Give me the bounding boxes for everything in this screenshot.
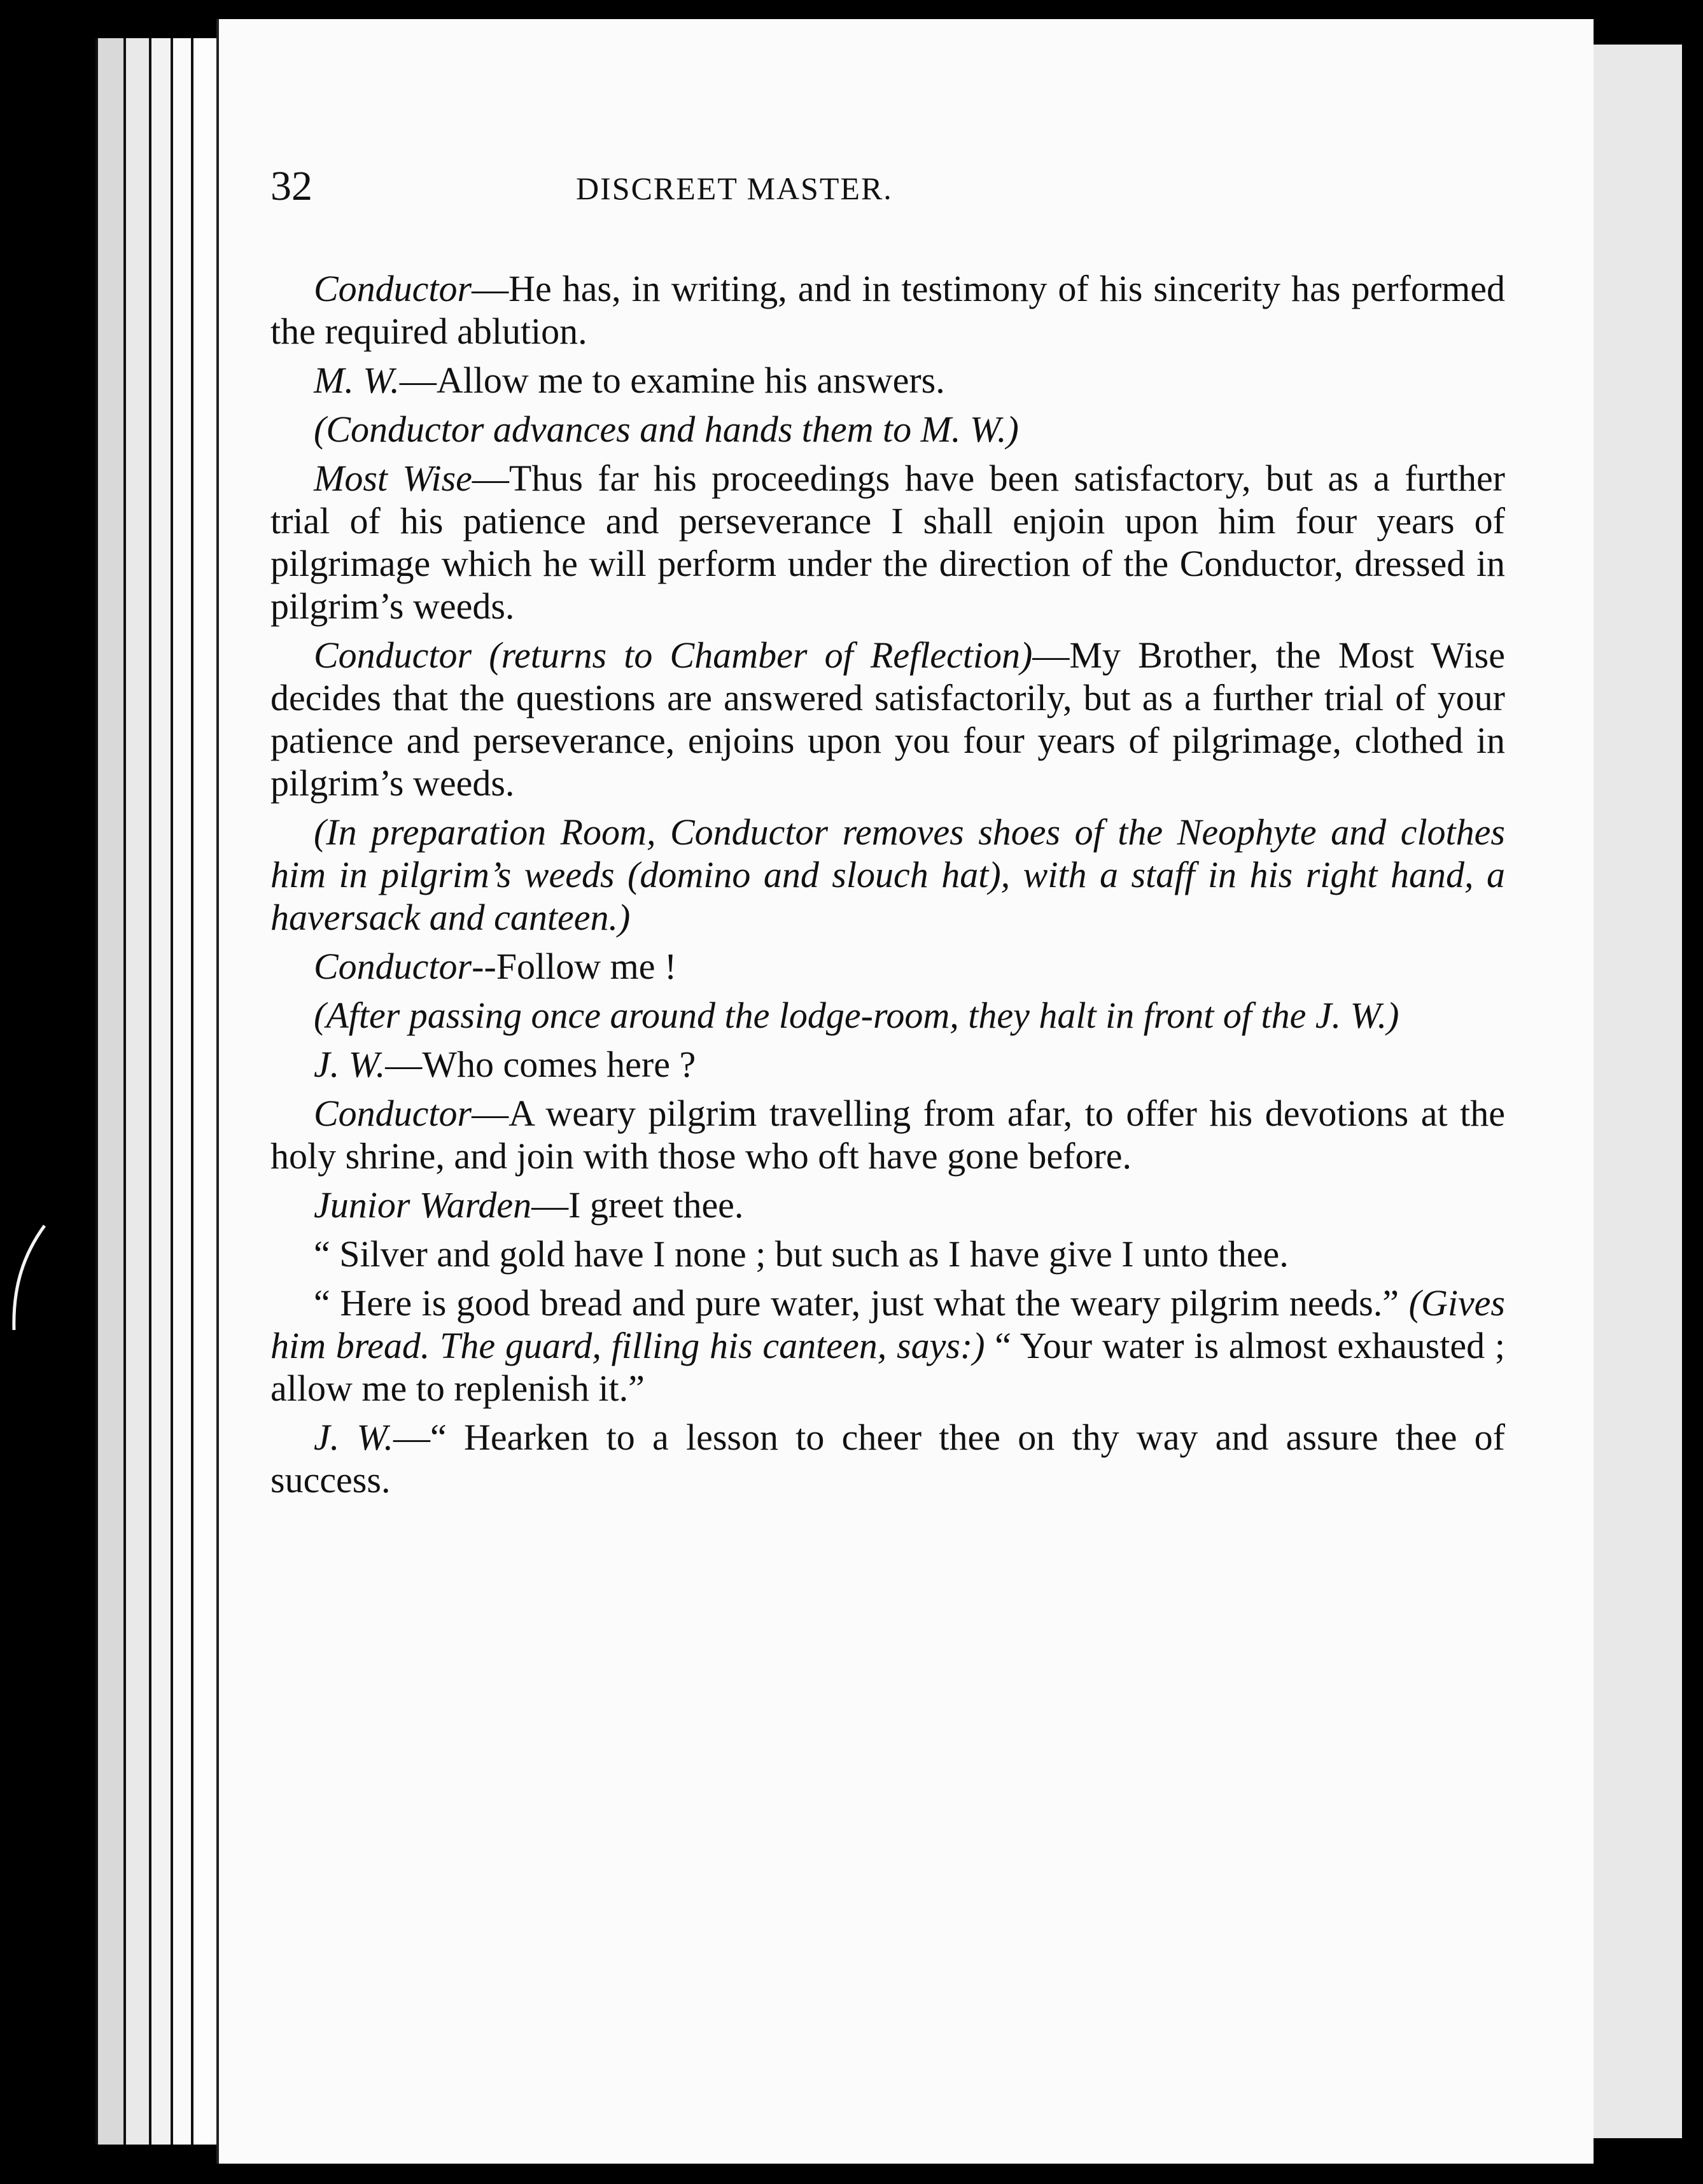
speech: —Allow me to examine his answers. xyxy=(399,360,945,401)
aside: (Gives him bread. The guard, filling his canteen, says:) xyxy=(270,1282,1505,1366)
paragraph xyxy=(270,1043,1505,1086)
speech: “ Here is good bread and pure water, just what the weary pilgrim needs.” xyxy=(314,1282,1399,1324)
speech: --Follow me ! xyxy=(472,946,677,987)
speaker: Junior Warden xyxy=(314,1184,532,1226)
speaker: M. W. xyxy=(314,360,400,401)
speech: —Thus far his proceedings have been satisfactory, but as a further trial of his patience and perseverance I shall enjoin upon him four years of pilgrimage which he will perform under the direction of the Conductor, dressed in pilgrim’s weeds. xyxy=(270,458,1505,627)
margin-mark xyxy=(5,1222,50,1336)
speaker: Conductor xyxy=(314,268,472,309)
stage-direction: (After passing once around the lodge-room, they halt in front of the J. W.) xyxy=(314,995,1399,1036)
speech: —He has, in writing, and in testimony of his sincerity has performed the required ablution. xyxy=(270,268,1505,352)
speaker: Most Wise xyxy=(314,458,472,499)
speech: —My Brother, the Most Wise decides that the questions are answered satisfactorily, but as a further trial of your patience and perseverance, enjoins upon you four years of pilgrimage, clothed in pilgrim’s weeds. xyxy=(270,634,1505,804)
running-head: DISCREET MASTER. xyxy=(576,171,893,206)
paragraph xyxy=(270,1092,1505,1177)
speaker: Conductor xyxy=(314,1093,472,1134)
speaker: Conductor (returns to Chamber of Reflection) xyxy=(314,634,1033,676)
paragraph xyxy=(270,1282,1505,1410)
body-text xyxy=(270,267,1505,1508)
speech-continued: “ Your water is almost exhausted ; allow me to replenish it.” xyxy=(270,1325,1505,1409)
speech: “ Silver and gold have I none ; but such as I have give I unto thee. xyxy=(314,1233,1289,1275)
speaker: J. W. xyxy=(314,1417,393,1458)
speech: —Who comes here ? xyxy=(385,1044,696,1085)
paragraph xyxy=(270,359,1505,402)
page-header xyxy=(270,162,1212,220)
page-number: 32 xyxy=(270,163,312,209)
speech: —I greet thee. xyxy=(531,1184,744,1226)
speaker: Conductor xyxy=(314,946,472,987)
paragraph xyxy=(270,945,1505,988)
paragraph xyxy=(270,457,1505,627)
speech: —A weary pilgrim travelling from afar, to offer his devotions at the holy shrine, and join with those who oft have gone before. xyxy=(270,1093,1505,1177)
adjacent-page xyxy=(1585,45,1682,2138)
paragraph xyxy=(270,1416,1505,1501)
paragraph xyxy=(270,1184,1505,1226)
paragraph xyxy=(270,267,1505,353)
stage-direction: (In preparation Room, Conductor removes shoes of the Neophyte and clothes him in pilgrim’s weeds (domino and slouch hat), with a staff in his right hand, a haversack and canteen.) xyxy=(270,811,1505,938)
speech: —“ Hearken to a lesson to cheer thee on thy way and assure thee of success. xyxy=(270,1417,1506,1501)
paragraph xyxy=(270,634,1505,804)
paragraph xyxy=(270,1233,1505,1275)
stage-direction: (Conductor advances and hands them to M. W.) xyxy=(314,409,1019,450)
speaker: J. W. xyxy=(314,1044,386,1085)
